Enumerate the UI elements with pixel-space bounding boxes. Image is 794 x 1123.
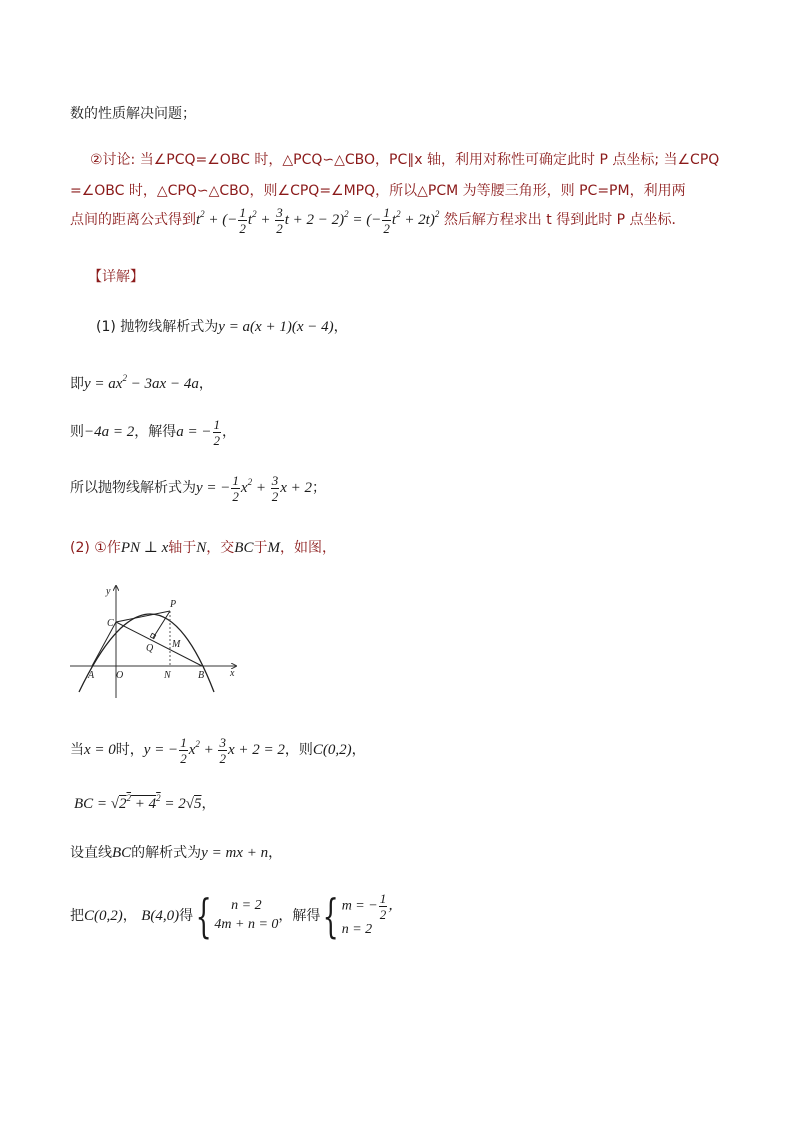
step-8-formula: y = mx + n: [201, 845, 269, 861]
point-n: N: [196, 540, 207, 556]
step-9-a: 把: [70, 907, 84, 924]
x-zero: x = 0: [84, 741, 116, 758]
step-9-b: 得: [179, 907, 194, 924]
step-2: 即$y = ax^2 - 3ax - 4a$，: [70, 373, 213, 392]
point-m: M: [267, 540, 280, 556]
frac: $\frac{1}{2}$: [379, 891, 387, 922]
step-6-c: ，则: [284, 741, 313, 758]
step-6-a: 当: [70, 741, 84, 758]
step-2-formula: $y = ax^2 - 3ax - 4a$: [84, 373, 199, 392]
label-b: B: [198, 670, 205, 681]
label-o: O: [116, 670, 124, 681]
step-8-label: 设直线: [70, 845, 112, 861]
bc-name: BC: [112, 845, 132, 861]
pn-perp: PN ⊥ x: [120, 540, 169, 556]
distance-equation: $t^2$ + (− $\frac{1}{2}$ $t^2$ + $\frac{3}{2}$ t + 2 − 2)$^2$ = (− $\frac{1}{2}$ $t^2 + 2t)^2$: [196, 205, 440, 236]
step-3-eq: −4a = 2: [84, 423, 135, 440]
step-8: 设直线BC的解析式为y = mx + n，: [70, 845, 283, 861]
frac: $\frac{1}{2}$: [239, 205, 246, 236]
step-8-mid: 的解析式为: [131, 845, 202, 861]
discussion-line-2: =∠OBC 时，△CPQ∽△CBO，则∠CPQ=∠MPQ，所以△PCM 为等腰三角形，则 PC=PM，利用两: [70, 183, 686, 199]
brace-left-1: {: [195, 888, 212, 943]
step-5-c: ，交: [206, 540, 235, 556]
step-4-label: 所以抛物线解析式为: [70, 479, 196, 496]
discussion-line-3: [70, 206, 686, 235]
frac: $\frac{3}{2}$: [276, 205, 283, 236]
equation-system-2: m = − $\frac{1}{2}$ ， n = 2: [341, 891, 403, 937]
step-6: 当x = 0时，y = − $\frac{1}{2}$ $x^2$ + $\frac{3}{2}$ x + 2 = 2，则C(0,2)，: [70, 735, 366, 766]
step-1: [96, 316, 348, 336]
bc-length: BC = $√2^2 + 4^2 = 2√5$: [74, 793, 202, 812]
step-5-a: (2) ①作: [70, 540, 121, 556]
discussion-text-a: 点间的距离公式得到: [70, 211, 196, 228]
text-line-1: 数的性质解决问题；: [70, 106, 196, 122]
discussion-text-b: 然后解方程求出 t 得到此时 P 点坐标．: [443, 211, 686, 228]
label-m: M: [172, 639, 181, 650]
step-5-e: ，如图，: [279, 540, 336, 556]
point-c: C(0,2): [312, 741, 352, 758]
step-4-tail: ；: [311, 479, 326, 496]
step-5: [70, 537, 336, 557]
step-4: [70, 474, 326, 503]
step-3-label: 则: [70, 423, 84, 440]
label-q: Q: [146, 643, 154, 654]
step-9-c: ，解得: [278, 907, 321, 924]
point-c-coord: C(0,2): [84, 907, 123, 924]
step-1-tail: ，: [333, 319, 348, 335]
label-c: C: [107, 618, 114, 629]
label-a: A: [88, 670, 95, 681]
step-2-label: 即: [70, 376, 84, 392]
line-bc: BC: [234, 540, 254, 556]
brace-left-2: {: [322, 888, 340, 943]
step-7: [74, 793, 216, 813]
point-b-coord: B(4,0): [141, 907, 180, 924]
frac: $\frac{1}{2}$: [213, 417, 220, 448]
frac: $\frac{3}{2}$: [219, 735, 226, 766]
label-x: x: [230, 668, 235, 679]
equation-system-1: n = 2 4m + n = 0: [214, 898, 279, 932]
label-y: y: [106, 586, 111, 597]
step-1-label: (1) 抛物线解析式为: [96, 319, 219, 335]
section-heading: 【详解】: [88, 269, 144, 285]
step-7-tail: ，: [201, 796, 216, 812]
step-6-formula: y = − $\frac{1}{2}$ $x^2$ + $\frac{3}{2}$ x + 2 = 2: [143, 735, 285, 766]
label-n: N: [164, 670, 171, 681]
discussion-line-1: ②讨论: 当∠PCQ=∠OBC 时，△PCQ∽△CBO，PC∥x 轴，利用对称性可确定此时 P 点坐标; 当∠CPQ: [90, 152, 720, 168]
parabola-figure: [66, 580, 246, 705]
step-3: 则−4a = 2，解得a = − $\frac{1}{2}$ ，: [70, 417, 236, 448]
step-6-b: 时，: [115, 741, 144, 758]
label-p: P: [170, 599, 177, 610]
step-1-formula: y = a(x + 1)(x − 4): [218, 319, 334, 335]
step-3-mid: ，解得: [134, 423, 177, 440]
frac: $\frac{1}{2}$: [232, 473, 239, 504]
step-9: 把C(0,2)， B(4,0)得{ n = 2 4m + n = 0 ，解得{ m = − $\frac{1}{2}$ ， n = 2: [70, 888, 403, 943]
step-5-b: 轴于: [168, 540, 197, 556]
frac: $\frac{1}{2}$: [180, 735, 187, 766]
step-5-d: 于: [253, 540, 268, 556]
frac: $\frac{1}{2}$: [383, 205, 390, 236]
frac: $\frac{3}{2}$: [271, 473, 279, 504]
step-4-formula: y = − $\frac{1}{2}$ $x^2$ + $\frac{3}{2}$ x + 2: [196, 473, 312, 504]
step-3-result: a = − $\frac{1}{2}$: [176, 417, 220, 448]
